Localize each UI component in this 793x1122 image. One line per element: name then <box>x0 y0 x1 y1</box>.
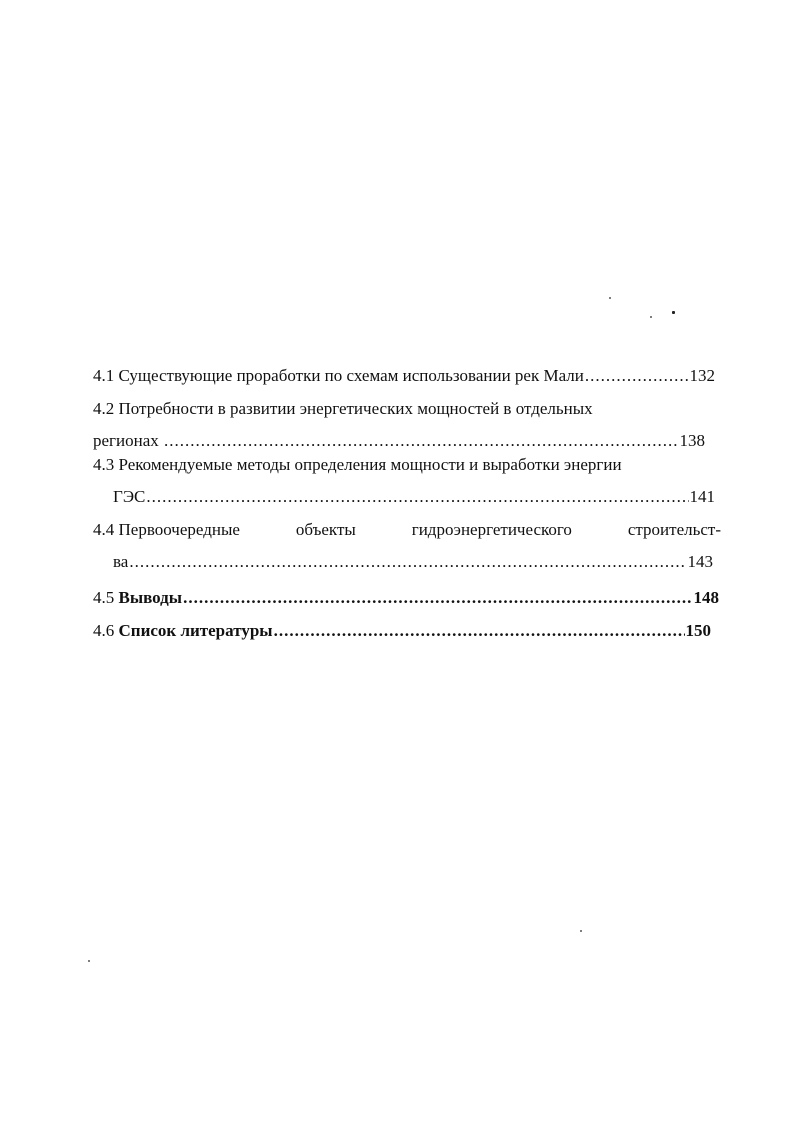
entry-page: 148 <box>693 588 719 607</box>
entry-page: 141 <box>689 487 715 506</box>
toc-entry-4-3 <box>93 455 622 475</box>
entry-word: строительст- <box>627 520 721 539</box>
entry-number: 4.3 <box>93 455 115 474</box>
dot-leader <box>129 552 686 572</box>
entry-number: 4.5 <box>93 588 115 607</box>
scan-speck <box>650 316 652 318</box>
entry-page: 138 <box>679 431 705 450</box>
scan-speck <box>580 930 582 932</box>
entry-number: 4.4 <box>93 520 115 539</box>
entry-page: 143 <box>687 552 713 571</box>
scan-speck <box>672 311 675 314</box>
entry-title: Список литературы <box>118 621 273 640</box>
dot-leader <box>164 431 678 451</box>
entry-word: Первоочередные <box>118 520 240 539</box>
entry-number: 4.6 <box>93 621 115 640</box>
toc-entry-4-3-cont <box>113 487 715 507</box>
entry-title: Потребности в развитии энергетических мощностей в отдельных <box>118 399 593 418</box>
scan-speck <box>88 960 90 962</box>
entry-title: ва <box>113 552 129 571</box>
entry-number: 4.1 <box>93 366 115 385</box>
entry-page: 150 <box>685 621 711 640</box>
dot-leader <box>183 588 692 608</box>
dot-leader <box>146 487 688 507</box>
entry-word: гидроэнергетического <box>411 520 572 539</box>
toc-entry-4-2 <box>93 399 593 419</box>
dot-leader <box>585 366 689 386</box>
toc-entry-4-4 <box>93 520 721 540</box>
entry-number: 4.2 <box>93 399 115 418</box>
entry-title-start <box>93 520 240 540</box>
entry-title: Выводы <box>118 588 183 607</box>
scan-speck <box>609 297 611 299</box>
entry-word: объекты <box>295 520 356 539</box>
entry-title: Рекомендуемые методы определения мощности и выработки энергии <box>118 455 622 474</box>
entry-title: ГЭС <box>113 487 146 506</box>
entry-page: 132 <box>689 366 715 385</box>
dot-leader <box>274 621 685 641</box>
toc-entry-4-2-cont <box>93 431 705 451</box>
entry-title: регионах <box>93 431 159 450</box>
entry-title: Существующие проработки по схемам использовании рек Мали <box>118 366 584 385</box>
toc-entry-4-4-cont <box>113 552 713 572</box>
toc-entry-4-6 <box>93 621 711 641</box>
toc-entry-4-1 <box>93 366 715 386</box>
toc-entry-4-5 <box>93 588 719 608</box>
